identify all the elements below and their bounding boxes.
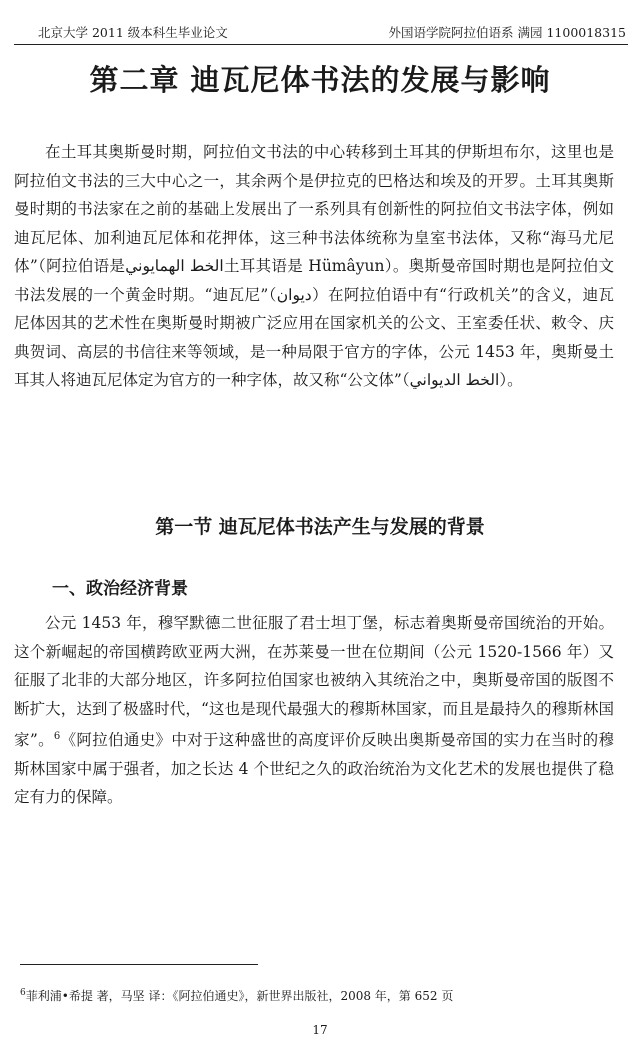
- second-paragraph-before-note: 公元 1453 年，穆罕默德二世征服了君士坦丁堡，标志着奥斯曼帝国统治的开始。这个新崛起的帝国横跨欧亚两大洲，在苏莱曼一世在位期间（公元 1520-1566 年）又征服了北非的大部分地区，许多阿拉伯国家也被纳入其统治之中，奥斯曼帝国的版图不断扩大，达到了极盛时代，“这也是现代最强大的穆斯林国家，而且是最持久的穆斯林国家”。: [14, 614, 614, 750]
- chapter-title: 第二章 迪瓦尼体书法的发展与影响: [89, 63, 551, 97]
- footnote-divider: [20, 964, 258, 965]
- intro-paragraph: 在土耳其奥斯曼时期，阿拉伯文书法的中心转移到土耳其的伊斯坦布尔，这里也是阿拉伯文书法的三大中心之一，其余两个是伊拉克的巴格达和埃及的开罗。土耳其奥斯曼时期的书法家在之前的基础上发展出了一系列具有创新性的阿拉伯文书法字体，例如迪瓦尼体、加利迪瓦尼体和花押体，这三种书法体统称为皇室书法体，又称“海马尤尼体”（阿拉伯语是الخط الهمايوني土耳其语是 Hümâyun）。奥斯曼帝国时期也是阿拉伯文书法发展的一个黄金时期。“迪瓦尼”（ديوان）在阿拉伯语中有“行政机关”的含义，迪瓦尼体因其的艺术性在奥斯曼时期被广泛应用在国家机关的公文、王室委任状、敕令、庆典贺词、高层的书信往来等领域，是一种局限于官方的字体，公元 1453 年，奥斯曼土耳其人将迪瓦尼体定为官方的一种字体，故又称“公文体”（الخط الديواني）。: [14, 143, 614, 389]
- footnote-number: 6: [20, 988, 26, 998]
- second-paragraph-after-note: 《阿拉伯通史》中对于这种盛世的高度评价反映出奥斯曼帝国的实力在当时的穆斯林国家中属于强者，加之长达 4 个世纪之久的政治统治为文化艺术的发展也提供了稳定有力的保障。: [14, 731, 614, 807]
- footnote-reference: 6: [53, 731, 61, 742]
- footnote: [20, 987, 453, 1004]
- second-paragraph-block: [14, 609, 614, 812]
- header-thesis-label: 北京大学 2011 级本科生毕业论文: [38, 25, 228, 40]
- header-author-info: 外国语学院阿拉伯语系 满园 1100018315: [388, 25, 626, 40]
- section-title: 第一节 迪瓦尼体书法产生与发展的背景: [155, 516, 485, 538]
- subsection-title: 一、政治经济背景: [52, 579, 188, 599]
- intro-paragraph-block: [14, 138, 614, 395]
- page-header: [14, 18, 628, 45]
- footnote-text: 菲利浦•希提 著，马坚 译：《阿拉伯通史》，新世界出版社，2008 年，第 652 页: [25, 989, 454, 1003]
- second-paragraph: [14, 609, 614, 812]
- page-number: 17: [312, 1023, 328, 1037]
